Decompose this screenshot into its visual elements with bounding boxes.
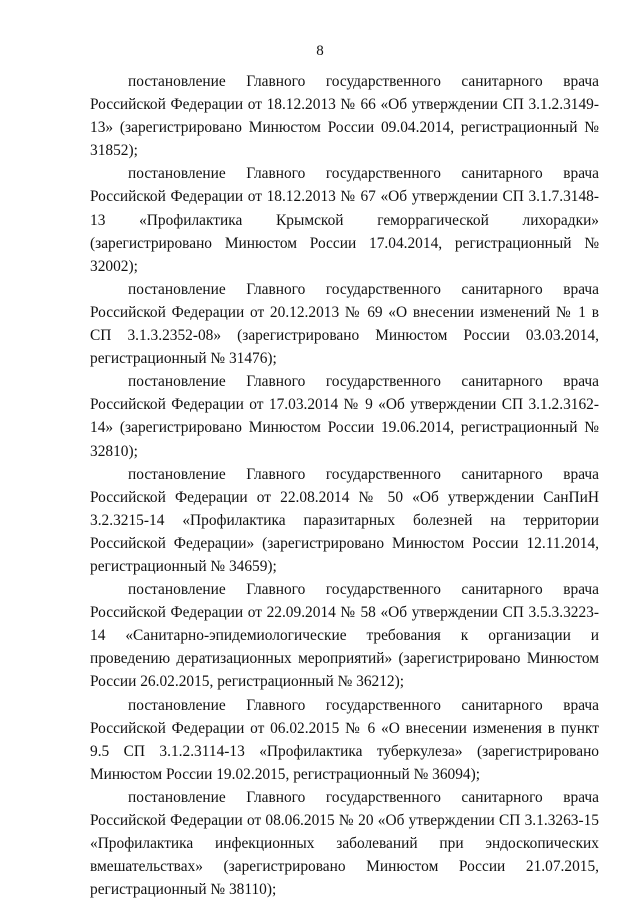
document-body bbox=[90, 70, 599, 901]
list-item-resolution-20: постановление Главного государственного санитарного врача Российской Федерации от 08.06.2015 № 20 «Об утверждении СП 3.1.3263-15 «Профилактика инфекционных заболеваний при эндоскопических вмешательствах» (зарегистрировано Минюстом России 21.07.2015, регистрационный № 38110); bbox=[90, 788, 599, 899]
list-item-resolution-66: постановление Главного государственного санитарного врача Российской Федерации от 18.12.2013 № 66 «Об утверждении СП 3.1.2.3149-13» (зарегистрировано Минюстом России 09.04.2014, регистрационный № 31852); bbox=[90, 73, 599, 160]
list-item-resolution-58: постановление Главного государственного санитарного врача Российской Федерации от 22.09.2014 № 58 «Об утверждении СП 3.5.3.3223-14 «Санитарно-эпидемиологические требования к организации и проведению дератизационных мероприятий» (зарегистрировано Минюстом России 26.02.2015, регистрационный № 36212); bbox=[90, 581, 599, 691]
list-item-resolution-50: постановление Главного государственного санитарного врача Российской Федерации от 22.08.2014 № 50 «Об утверждении СанПиН 3.2.3215-14 «Профилактика паразитарных болезней на территории Российской Федерации» (зарегистрировано Минюстом России 12.11.2014, регистрационный № 34659); bbox=[90, 465, 599, 575]
list-item-resolution-69: постановление Главного государственного санитарного врача Российской Федерации от 20.12.2013 № 69 «О внесении изменений № 1 в СП 3.1.3.2352-08» (зарегистрировано Минюстом России 03.03.2014, регистрационный № 31476); bbox=[90, 280, 599, 368]
page-number: 8 bbox=[316, 43, 324, 59]
list-item-resolution-9: постановление Главного государственного санитарного врача Российской Федерации от 17.03.2014 № 9 «Об утверждении СП 3.1.2.3162-14» (зарегистрировано Минюстом России 19.06.2014, регистрационный № 32810); bbox=[90, 373, 599, 460]
list-item-resolution-6: постановление Главного государственного санитарного врача Российской Федерации от 06.02.2015 № 6 «О внесении изменения в пункт 9.5 СП 3.1.2.3114-13 «Профилактика туберкулеза» (зарегистрировано Минюстом России 19.02.2015, регистрационный № 36094); bbox=[90, 696, 599, 783]
list-item-resolution-67: постановление Главного государственного санитарного врача Российской Федерации от 18.12.2013 № 67 «Об утверждении СП 3.1.7.3148-13 «Профилактика Крымской геморрагической лихорадки» (зарегистрировано Минюстом России 17.04.2014, регистрационный № 32002); bbox=[90, 165, 599, 275]
